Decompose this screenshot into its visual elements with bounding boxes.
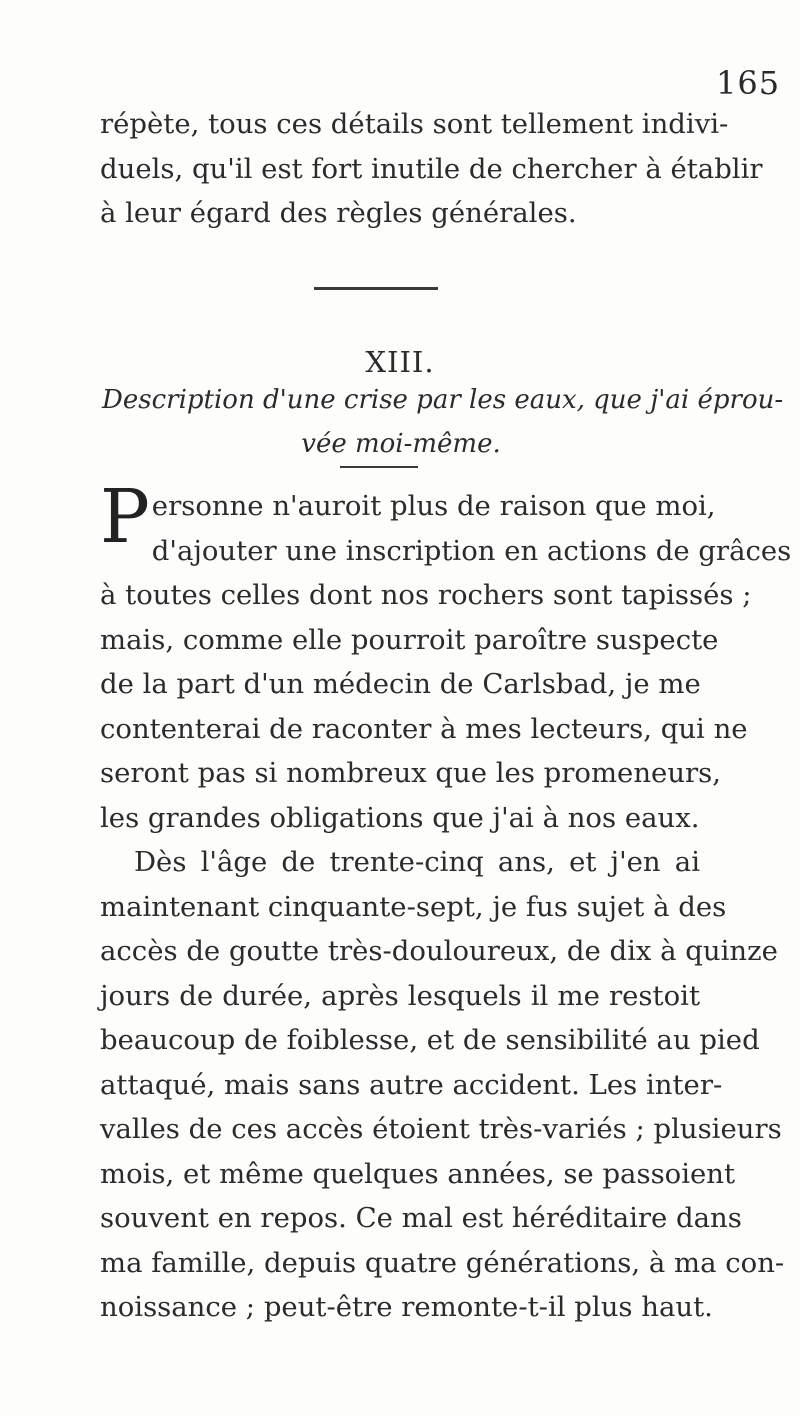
text-line: répète, tous ces détails sont tellement indivi- <box>100 108 729 140</box>
intro-paragraph <box>100 102 763 236</box>
text-line: les grandes obligations que j'ai à nos eaux. <box>100 801 700 834</box>
body-text <box>100 474 792 1330</box>
section-title-line: vée moi-même. <box>301 429 501 459</box>
text-line: de la part d'un médecin de Carlsbad, je me <box>100 668 701 700</box>
text-line: noissance ; peut-être remonte-t-il plus haut. <box>100 1291 713 1323</box>
text-line: accès de goutte très-douloureux, de dix à quinze <box>100 935 778 967</box>
drop-cap: P <box>100 474 150 560</box>
text-line: jours de durée, après lesquels il me restoit <box>100 979 700 1012</box>
section-divider-rule <box>314 287 438 290</box>
text-line: duels, qu'il est fort inutile de chercher à établir <box>100 152 763 185</box>
text-line: attaqué, mais sans autre accident. Les inter- <box>100 1068 723 1101</box>
text-line: valles de ces accès étoient très-variés ; plusieurs <box>100 1113 782 1145</box>
page-number: 165 <box>716 64 781 102</box>
text-line: contenterai de raconter à mes lecteurs, qui ne <box>100 712 748 745</box>
title-underline-rule <box>340 466 418 468</box>
text-line: souvent en repos. Ce mal est héréditaire dans <box>100 1202 742 1234</box>
text-line: à toutes celles dont nos rochers sont tapissés ; <box>100 579 752 611</box>
text-line: mois, et même quelques années, se passoient <box>100 1157 736 1190</box>
section-numeral: XIII. <box>365 345 435 379</box>
text-line: mais, comme elle pourroit paroître suspecte <box>100 623 719 656</box>
text-line: ersonne n'auroit plus de raison que moi, <box>151 490 716 522</box>
text-line: ma famille, depuis quatre générations, à ma con- <box>100 1246 785 1279</box>
section-title-line: Description d'une crise par les eaux, que j'ai éprou- <box>102 385 784 415</box>
text-line: maintenant cinquante-sept, je fus sujet à des <box>100 890 727 923</box>
text-line: Dès l'âge de trente-cinq ans, et j'en ai <box>134 846 700 878</box>
text-line: d'ajouter une inscription en actions de grâces <box>151 534 792 567</box>
text-line: à leur égard des règles générales. <box>100 197 577 229</box>
text-line: beaucoup de foiblesse, et de sensibilité au pied <box>100 1024 760 1056</box>
text-line: seront pas si nombreux que les promeneurs, <box>100 757 722 789</box>
section-title <box>102 378 784 466</box>
